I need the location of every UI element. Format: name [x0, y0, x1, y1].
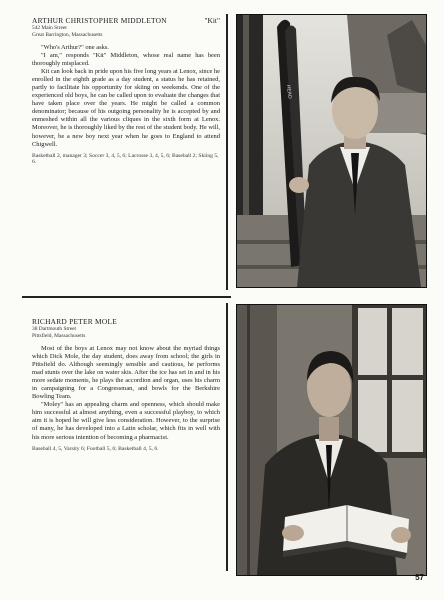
bio-paragraph: "Moley" has an appealing charm and openness, which should make him successful at almost anything, even a successful playboy, to which aim it is hoped he will give less consideration. However, to the surprise of many, he has developed into a Latin scholar, which fits in well with his more serious intention of becoming a pharmacist.	[32, 401, 220, 441]
address-line: 38 Dartmouth Street	[32, 326, 77, 332]
bio-paragraph: Kit can look back in pride upon his five long years at Lenox, since he enrolled in the eighth grade as a day student, a status he has retained, partly to facilitate his opportunity for skiing on weekends. One of the experienced old boys, he can be called upon to evaluate the changes that have taken place over the years. He might be called a common denominator; because of his outgoing personality he is accepted by and enmeshed within all the various cliques in the sixth form at Lenox. Moreover, he is thoroughly liked by the rest of the student body. He will, however, be a new boy next year when he goes to England to attend Chigwell.	[32, 68, 220, 148]
portrait-photo-book	[236, 304, 427, 576]
student-entry-middleton	[32, 16, 220, 166]
sports-record: Baseball 4, 5, Varsity 6; Football 5, 6; Basketball 4, 5, 6.	[32, 445, 159, 452]
sports-record: Basketball 2, manager 3; Soccer 3, 4, 5, 6; Lacrosse 3, 4, 5, 6; Baseball 2; Skiing 5, 6.	[32, 152, 219, 166]
ski-logo-text: HEAD	[285, 84, 293, 100]
bio-paragraph: "Who's Arthur?" one asks.	[41, 44, 109, 51]
student-name: RICHARD PETER MOLE	[32, 317, 117, 326]
bottom-frame-vertical	[226, 303, 228, 571]
bio-paragraph: "I am," responds "Kit" Middleton, whose real name has been thoroughly misplaced.	[32, 52, 220, 68]
student-nickname: "Kit"	[204, 16, 220, 25]
top-frame-vertical	[226, 14, 228, 290]
portrait-photo-skis	[236, 14, 427, 288]
page-number: 57	[415, 573, 424, 582]
address-line: Pittsfield, Massachusetts	[32, 332, 86, 339]
bio-paragraph: Most of the boys at Lenox may not know about the myriad things which Dick Mole, the day student, does away from school; the girls in Pittsfield do. Although seemingly sensible and cautious, he performs mad stunts over the lake on water skis. After the ice has set in and in his more sedate moments, he plays the accordion and organ, uses his charm in campaigning for a Congressman, and bowls for the Berkshire Bowling Team.	[32, 345, 220, 401]
portrait-illustration	[237, 305, 426, 575]
student-entry-mole	[32, 317, 220, 452]
student-name: ARTHUR CHRISTOPHER MIDDLETON	[32, 16, 167, 25]
portrait-illustration	[237, 15, 426, 287]
address-line: Great Barrington, Massachusetts	[32, 31, 103, 38]
middle-frame-horizontal	[22, 296, 231, 298]
address-line: 542 Main Street	[32, 25, 67, 31]
